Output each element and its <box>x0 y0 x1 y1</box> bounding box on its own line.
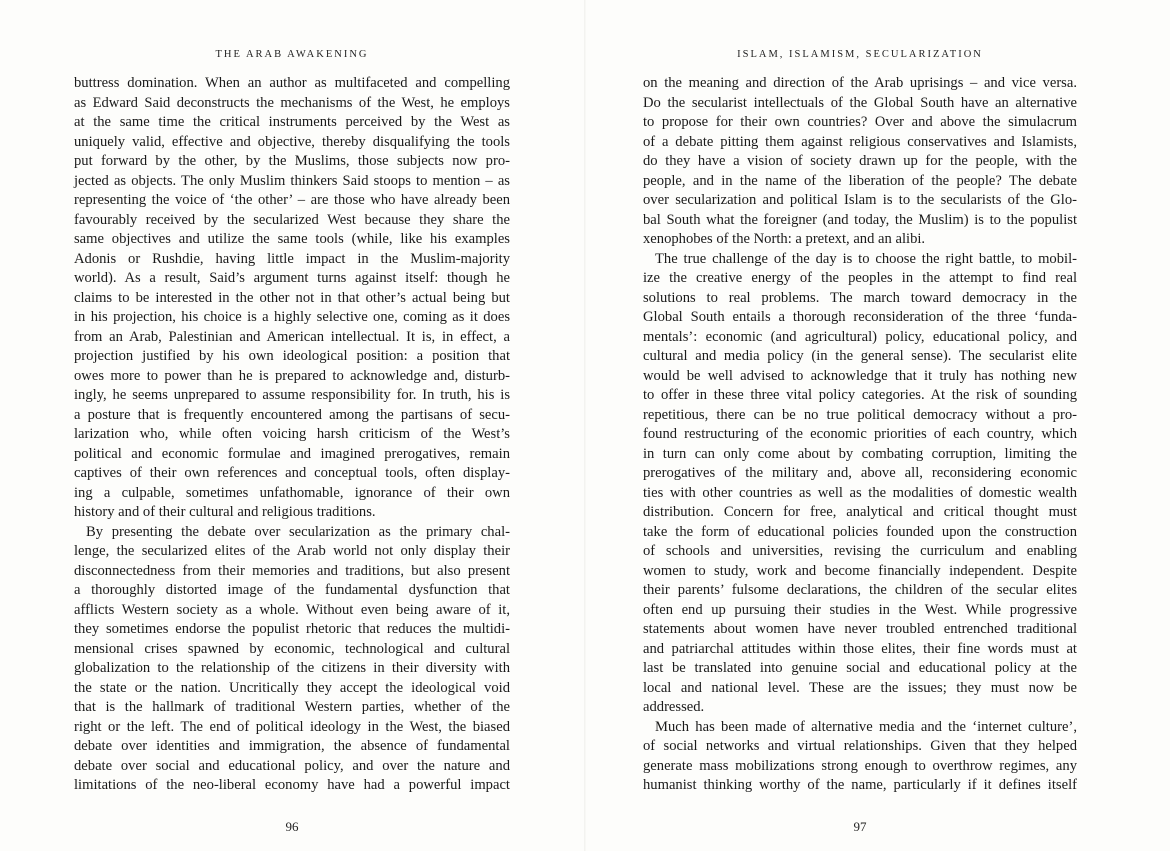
text-line: disconnectedness from their memories and traditions, but also present <box>74 562 510 579</box>
text-line: mensional crises spawned by economic, technological and cultural <box>74 640 510 657</box>
text-line: afflicts Western society as a whole. Without even being aware of it, <box>74 601 510 618</box>
text-line: addressed. <box>643 699 705 715</box>
text-line: of a debate pitting them against religious conservatives and Islamists, <box>643 133 1077 150</box>
text-line: put forward by the other, by the Muslims, those subjects now pro- <box>74 153 510 169</box>
text-line: their parents’ fulsome declarations, the children of the secular elites <box>643 582 1077 598</box>
text-line: same objectives and utilize the same tools (while, like his examples <box>74 231 510 247</box>
text-line: debate over identities and immigration, the absence of fundamental <box>74 738 510 754</box>
text-line: on the meaning and direction of the Arab uprisings – and vice versa. <box>643 75 1077 91</box>
text-line: a thoroughly distorted image of the fundamental dysfunction that <box>74 582 510 598</box>
text-line: a posture that is frequently encountered among the partisans of secu- <box>74 406 510 423</box>
text-line: history and of their cultural and religious traditions. <box>74 504 376 520</box>
page-number-left: 96 <box>285 819 299 834</box>
text-line: over secularization and political Islam is to the secularists of the Glo- <box>643 192 1077 208</box>
text-line: mentals’: economic (and agricultural) policy, educational policy, and <box>643 328 1077 345</box>
text-line: world). As a result, Said’s argument turns against itself: though he <box>74 270 510 286</box>
text-line: generate mass mobilizations strong enough to overthrow regimes, any <box>643 757 1077 774</box>
text-line: Do the secularist intellectuals of the Global South have an alternative <box>643 94 1077 111</box>
text-line: globalization to the relationship of the citizens in their diversity with <box>74 660 510 676</box>
text-line: solutions to real problems. The march toward democracy in the <box>643 289 1077 306</box>
page-number-right: 97 <box>853 819 867 834</box>
text-line: right or the left. The end of political ideology in the West, the biased <box>74 718 510 735</box>
text-line: statements about women have never troubled entrenched traditional <box>643 621 1077 637</box>
text-line: Global South entails a thorough reconsideration of the three ‘funda- <box>643 309 1077 325</box>
text-line: xenophobes of the North: a pretext, and an alibi. <box>643 231 926 247</box>
text-line: bal South what the foreigner (and today, the Muslim) is to the populist <box>643 211 1077 228</box>
text-line: projection justified by his own ideological position: a position that <box>74 348 510 364</box>
text-line: local and national level. These are the issues; they must now be <box>643 679 1077 696</box>
text-line: take the form of educational policies founded upon the construction <box>643 523 1077 540</box>
text-line: favourably received by the secularized West because they share the <box>74 211 510 228</box>
text-line: at the same time the critical instruments perceived by the West as <box>74 114 510 130</box>
text-line: and patriarchal attitudes within those elites, their fine words must at <box>643 640 1077 657</box>
text-line: humanist thinking worthy of the name, particularly if it defines itself <box>643 777 1077 793</box>
text-line: larization who, while often voicing harsh criticism of the West’s <box>74 426 510 442</box>
text-line: debate over social and educational policy, and over the nature and <box>74 757 510 774</box>
text-line: to offer in these three vital policy categories. At the risk of sounding <box>643 387 1077 403</box>
text-line: they sometimes endorse the populist rhetoric that reduces the multidi- <box>74 621 510 637</box>
running-head-right: ISLAM, ISLAMISM, SECULARIZATION <box>737 49 983 60</box>
running-head-left: THE ARAB AWAKENING <box>215 49 369 60</box>
text-line: do they have a vision of society drawn up for the people, with the <box>643 153 1077 169</box>
text-line: repetitious, there can be no true political democracy without a pro- <box>643 406 1077 423</box>
text-line: that is the hallmark of traditional Western parties, whether of the <box>74 699 510 715</box>
text-line: Much has been made of alternative media and the ‘internet culture’, <box>655 718 1077 735</box>
text-line: claims to be interested in the other not in that other’s actual being but <box>74 289 510 306</box>
text-line: owes more to power than he is prepared to acknowledge and, disturb- <box>74 367 510 384</box>
text-line: ingly, he seems unprepared to assume responsibility for. In truth, his is <box>74 387 510 403</box>
text-line: By presenting the debate over secularization as the primary chal- <box>86 523 510 540</box>
text-line: to propose for their own countries? Over and above the simulacrum <box>643 114 1077 130</box>
text-line: women to study, work and become financially independent. Despite <box>643 562 1077 579</box>
text-line: captives of their own references and conceptual tools, often display- <box>74 465 510 481</box>
text-line: distribution. Concern for free, analytical and critical thought must <box>643 504 1077 520</box>
text-line: Adonis or Rushdie, having little impact in the Muslim-majority <box>74 250 510 267</box>
text-line: The true challenge of the day is to choose the right battle, to mobil- <box>655 250 1077 267</box>
text-line: uniquely valid, effective and objective, thereby disqualifying the tools <box>74 133 510 150</box>
text-line: political and economic formulae and imagined prerogatives, remain <box>74 445 510 462</box>
text-line: in turn can only come about by combating corruption, limiting the <box>643 445 1077 462</box>
text-line: limitations of the neo-liberal economy have had a powerful impact <box>74 777 510 793</box>
text-line: representing the voice of ‘the other’ – are those who have already been <box>74 192 510 208</box>
text-line: jected as objects. The only Muslim thinkers Said stoops to mention – as <box>74 172 510 189</box>
text-line: last be translated into genuine social and educational policy at the <box>643 660 1077 676</box>
text-line: in his projection, his choice is a highly selective one, coming as it does <box>74 309 510 325</box>
text-line: as Edward Said deconstructs the mechanisms of the West, he employs <box>74 94 510 111</box>
text-line: of schools and universities, revising the curriculum and enabling <box>643 543 1077 559</box>
left-page <box>74 0 510 851</box>
text-line: ing a culpable, sometimes unfathomable, ignorance of their own <box>74 484 510 501</box>
right-page-text <box>643 74 1077 796</box>
text-line: ize the creative energy of the peoples in the attempt to find real <box>643 270 1077 286</box>
text-line: buttress domination. When an author as multifaceted and compelling <box>74 75 510 91</box>
left-page-text <box>74 74 510 796</box>
text-line: cultural and media policy (in the general sense). The secularist elite <box>643 348 1077 364</box>
text-line: of social networks and virtual relationships. Given that they helped <box>643 738 1077 754</box>
text-line: prerogatives of the military and, above all, reconsidering economic <box>643 465 1077 481</box>
text-line: people, and in the name of the liberation of the people? The debate <box>643 172 1077 189</box>
text-line: often end up pursuing their studies in the West. While progressive <box>643 601 1077 618</box>
text-line: found restructuring of the economic priorities of each country, which <box>643 426 1077 442</box>
text-line: from an Arab, Palestinian and American intellectual. It is, in effect, a <box>74 328 510 345</box>
text-line: the state or the nation. Uncritically they accept the ideological void <box>74 679 510 696</box>
text-line: would be well advised to acknowledge that it truly has nothing new <box>643 367 1077 384</box>
text-line: lenge, the secularized elites of the Arab world not only display their <box>74 543 510 559</box>
book-gutter <box>584 0 586 851</box>
right-page <box>643 0 1077 851</box>
text-line: ties with other countries as well as the modalities of domestic wealth <box>643 484 1077 501</box>
